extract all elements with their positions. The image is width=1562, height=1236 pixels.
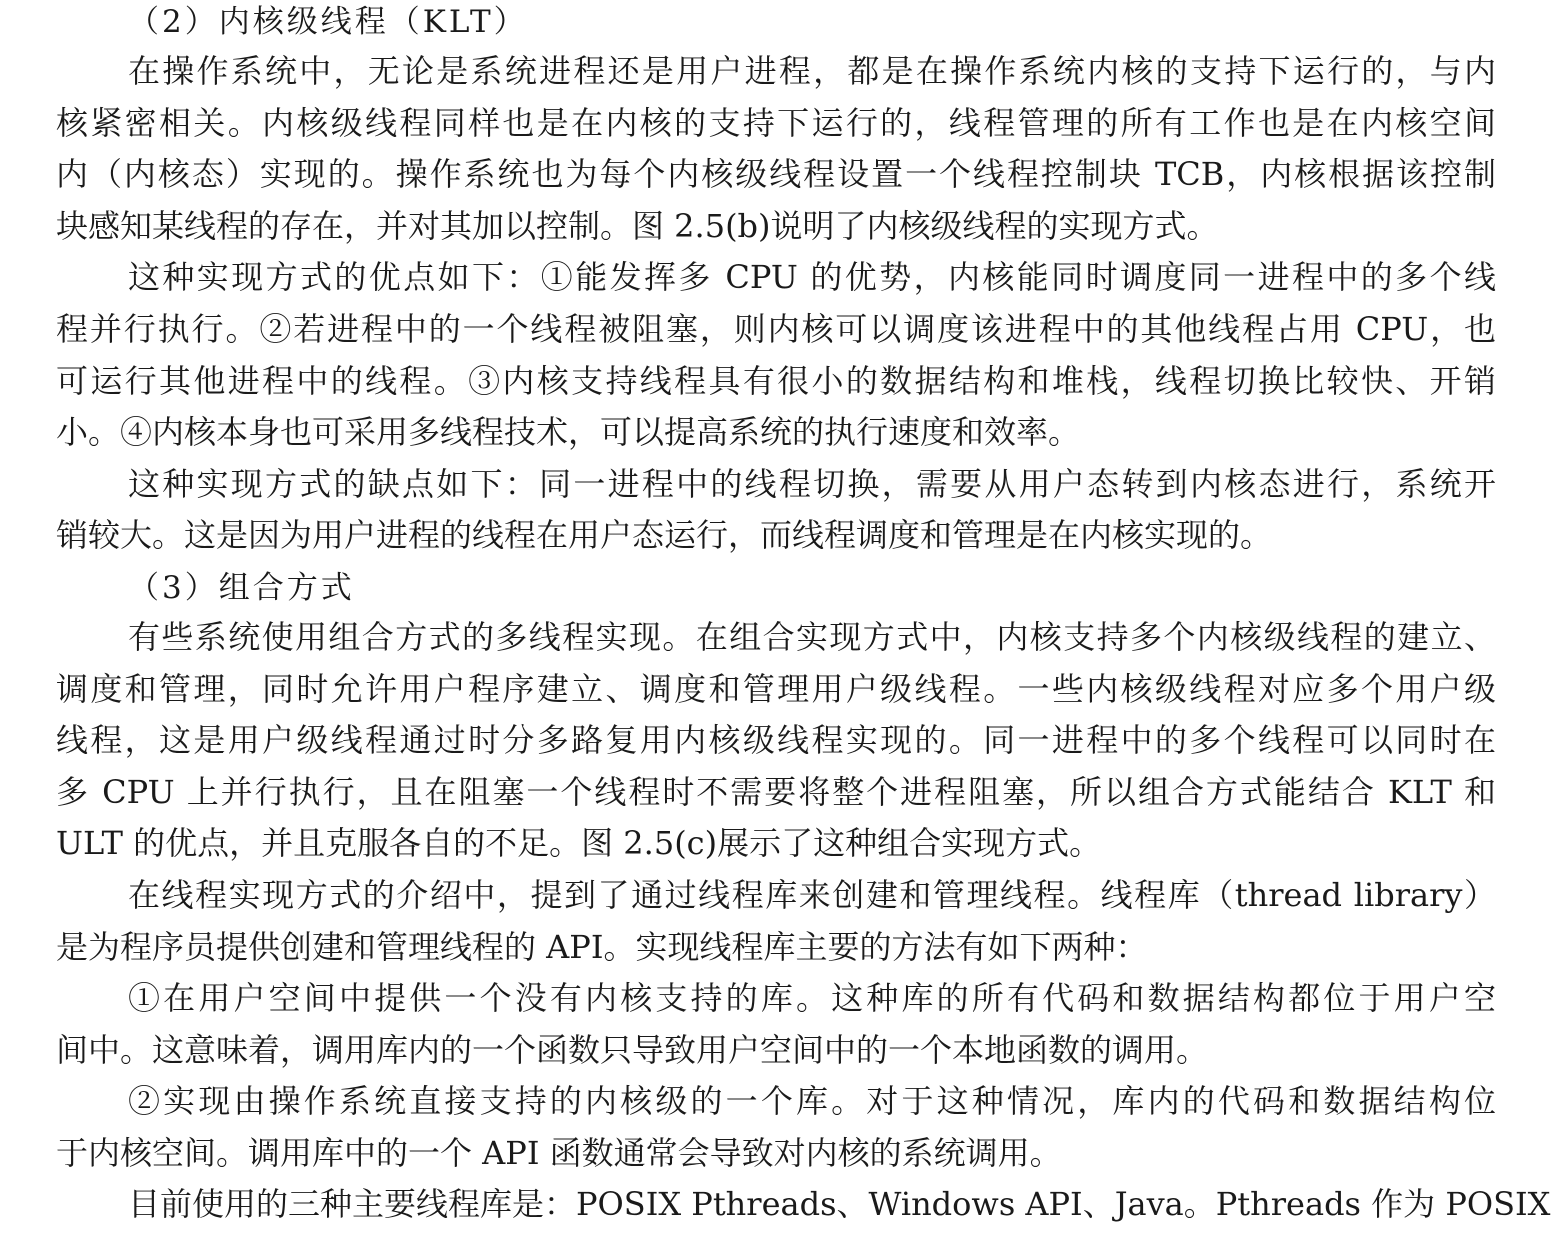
paragraph-thread-library [56, 870, 1496, 973]
paragraph-klt-intro [56, 46, 1496, 252]
text-line: 销较大。这是因为用户进程的线程在用户态运行，而线程调度和管理是在内核实现的。 [56, 516, 1273, 555]
text-line: 在操作系统中，无论是系统进程还是用户进程，都是在操作系统内核的支持下运行的，与内 [128, 52, 1496, 90]
text-line: ①在用户空间中提供一个没有内核支持的库。这种库的所有代码和数据结构都位于用户空 [128, 979, 1496, 1018]
section-heading-combined: （3）组合方式 [128, 569, 355, 606]
paragraph-method-one [56, 973, 1496, 1076]
text-line: 这种实现方式的缺点如下：同一进程中的线程切换，需要从用户态转到内核态进行，系统开 [128, 464, 1496, 503]
text-line: 小。④内核本身也可采用多线程技术，可以提高系统的执行速度和效率。 [56, 413, 1081, 452]
section-heading-klt: （2）内核级线程（KLT） [128, 4, 528, 40]
text-line: ②实现由操作系统直接支持的内核级的一个库。对于这种情况，库内的代码和数据结构位 [128, 1082, 1496, 1121]
paragraph-klt-disadvantages [56, 459, 1496, 562]
text-line: 调度和管理，同时允许用户程序建立、调度和管理用户级线程。一些内核级线程对应多个用户级 [56, 669, 1496, 708]
text-line: 块感知某线程的存在，并对其加以控制。图 2.5(b)说明了内核级线程的实现方式。 [56, 206, 1219, 245]
text-line: 内（内核态）实现的。操作系统也为每个内核级线程设置一个线程控制块 TCB，内核根据该控制 [56, 155, 1496, 194]
text-line: 目前使用的三种主要线程库是：POSIX Pthreads、Windows API、Java。Pthreads 作为 POSIX [128, 1185, 1551, 1224]
paragraph-combined-intro [56, 612, 1496, 870]
text-line: 程并行执行。②若进程中的一个线程被阻塞，则内核可以调度该进程中的其他线程占用 CPU，也 [56, 309, 1496, 348]
paragraph-main-libraries [56, 1179, 1551, 1231]
text-line: 于内核空间。调用库中的一个 API 函数通常会导致对内核的系统调用。 [56, 1133, 1062, 1172]
text-line: 线程，这是用户级线程通过时分多路复用内核级线程实现的。同一进程中的多个线程可以同时在 [56, 721, 1496, 760]
text-line: 间中。这意味着，调用库内的一个函数只导致用户空间中的一个本地函数的调用。 [56, 1030, 1209, 1069]
paragraph-method-two [56, 1076, 1496, 1179]
paragraph-klt-advantages [56, 252, 1496, 458]
text-line: ULT 的优点，并且克服各自的不足。图 2.5(c)展示了这种组合实现方式。 [56, 824, 1102, 863]
text-line: 多 CPU 上并行执行，且在阻塞一个线程时不需要将整个进程阻塞，所以组合方式能结合 KLT 和 [56, 772, 1496, 811]
document-page [56, 0, 1551, 1231]
text-line: 核紧密相关。内核级线程同样也是在内核的支持下运行的，线程管理的所有工作也是在内核空间 [56, 103, 1496, 142]
text-line: 这种实现方式的优点如下：①能发挥多 CPU 的优势，内核能同时调度同一进程中的多个线 [128, 258, 1496, 297]
text-line: 可运行其他进程中的线程。③内核支持线程具有很小的数据结构和堆栈，线程切换比较快、开销 [56, 361, 1496, 400]
text-line: 是为程序员提供创建和管理线程的 API。实现线程库主要的方法有如下两种： [56, 927, 1148, 966]
text-line: 在线程实现方式的介绍中，提到了通过线程库来创建和管理线程。线程库（thread library） [128, 875, 1496, 914]
text-line: 有些系统使用组合方式的多线程实现。在组合实现方式中，内核支持多个内核级线程的建立、 [128, 617, 1496, 656]
